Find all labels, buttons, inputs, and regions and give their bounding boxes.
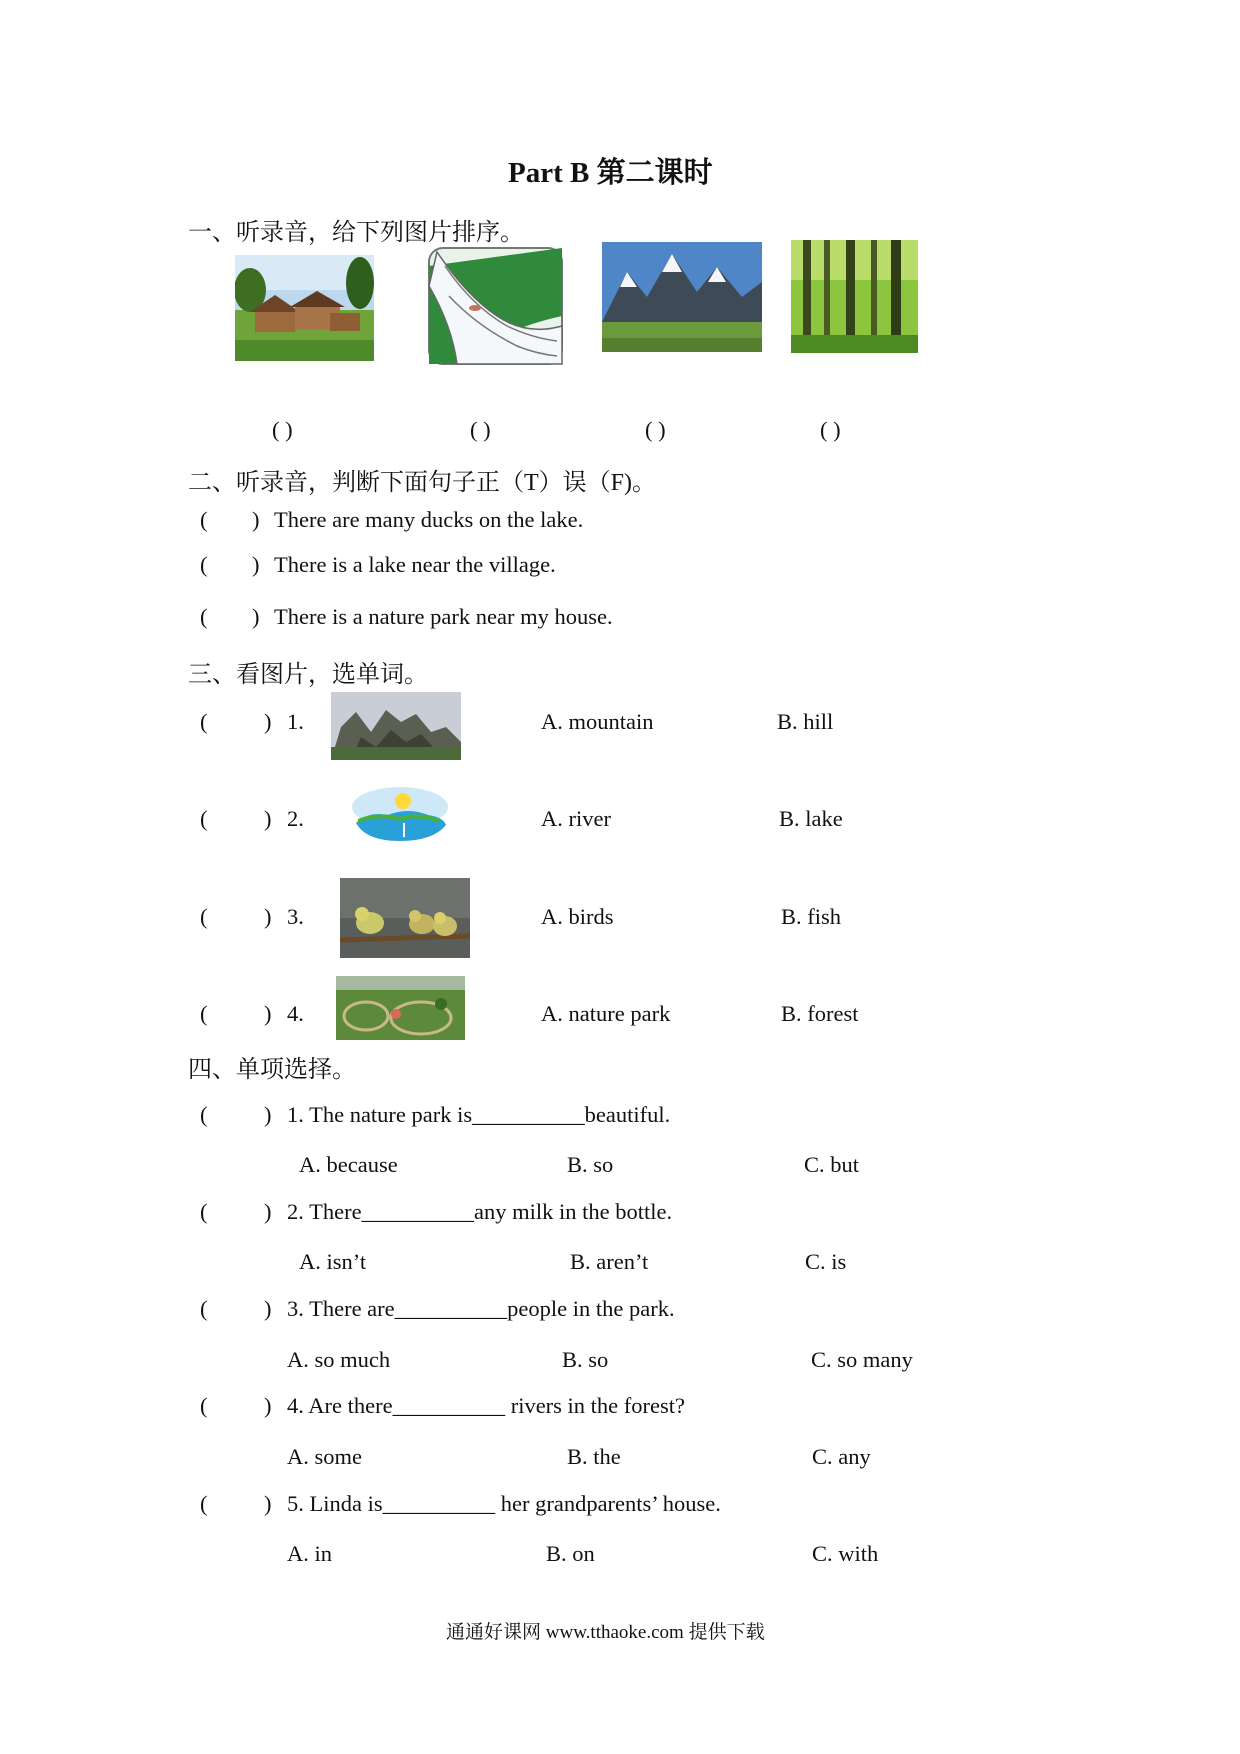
mc-option-b-5[interactable]: B. on: [546, 1541, 595, 1566]
section3-heading: 三、看图片，选单词。: [188, 662, 428, 688]
mc-option-b-3[interactable]: B. so: [562, 1347, 609, 1372]
mc-option-a-2[interactable]: A. isn’t: [299, 1249, 367, 1274]
pic-choice-paren-open-2: (: [200, 806, 208, 831]
pic-choice-paren-close-3: ): [264, 904, 272, 929]
section1-heading: 一、听录音，给下列图片排序。: [188, 220, 524, 246]
mc-paren-close-1: ): [264, 1102, 272, 1127]
order-blank-3[interactable]: ( ): [645, 417, 666, 442]
mc-option-a-5[interactable]: A. in: [287, 1541, 332, 1566]
tf-statement-2: There is a lake near the village.: [274, 552, 556, 577]
pic-choice-b-1[interactable]: B. hill: [777, 709, 834, 734]
pic-choice-b-2[interactable]: B. lake: [779, 806, 843, 831]
mc-option-c-2[interactable]: C. is: [805, 1249, 847, 1274]
pic-choice-paren-open-4: (: [200, 1001, 208, 1026]
mc-option-b-2[interactable]: B. aren’t: [570, 1249, 649, 1274]
mountain-picture: [331, 692, 461, 760]
mc-option-c-4[interactable]: C. any: [812, 1444, 871, 1469]
tf-answer-blank-2[interactable]: [215, 550, 245, 576]
pic-choice-number-1: 1.: [287, 709, 304, 734]
mc-paren-open-1: (: [200, 1102, 208, 1127]
forest-picture: [791, 240, 918, 353]
tf-paren-close-2: ): [252, 552, 260, 577]
lake-picture: [348, 785, 451, 847]
pic-choice-b-4[interactable]: B. forest: [781, 1001, 859, 1026]
order-blank-4[interactable]: ( ): [820, 417, 841, 442]
park-picture: [336, 976, 465, 1040]
mc-question-5: 5. Linda is__________ her grandparents’ house.: [287, 1491, 721, 1516]
order-blank-2[interactable]: ( ): [470, 417, 491, 442]
mc-paren-close-3: ): [264, 1296, 272, 1321]
mc-option-c-5[interactable]: C. with: [812, 1541, 879, 1566]
section2-heading: 二、听录音，判断下面句子正（T）误（F)。: [188, 470, 656, 496]
mc-option-a-3[interactable]: A. so much: [287, 1347, 391, 1372]
mc-option-a-4[interactable]: A. some: [287, 1444, 362, 1469]
page-footer: 通通好课网 www.tthaoke.com 提供下载: [446, 1622, 765, 1643]
mc-paren-open-4: (: [200, 1393, 208, 1418]
order-blank-1[interactable]: ( ): [272, 417, 293, 442]
river-picture: [427, 246, 564, 366]
mc-option-b-1[interactable]: B. so: [567, 1152, 614, 1177]
pic-choice-a-3[interactable]: A. birds: [541, 904, 614, 929]
pic-choice-number-2: 2.: [287, 806, 304, 831]
pic-choice-paren-open-1: (: [200, 709, 208, 734]
pic-choice-paren-open-3: (: [200, 904, 208, 929]
section4-heading: 四、单项选择。: [188, 1057, 356, 1083]
mc-paren-open-2: (: [200, 1199, 208, 1224]
tf-statement-3: There is a nature park near my house.: [274, 604, 613, 629]
mc-paren-close-2: ): [264, 1199, 272, 1224]
village-picture: [235, 255, 374, 361]
mc-paren-open-3: (: [200, 1296, 208, 1321]
tf-paren-open-3: (: [200, 604, 208, 629]
tf-answer-blank-3[interactable]: [215, 602, 245, 628]
mc-option-b-4[interactable]: B. the: [567, 1444, 621, 1469]
pic-choice-number-3: 3.: [287, 904, 304, 929]
tf-paren-open-2: (: [200, 552, 208, 577]
pic-choice-a-4[interactable]: A. nature park: [541, 1001, 671, 1026]
mc-paren-open-5: (: [200, 1491, 208, 1516]
pic-choice-paren-close-4: ): [264, 1001, 272, 1026]
mc-question-3: 3. There are__________people in the park.: [287, 1296, 675, 1321]
mc-paren-close-5: ): [264, 1491, 272, 1516]
mc-question-4: 4. Are there__________ rivers in the forest?: [287, 1393, 686, 1418]
pic-choice-a-2[interactable]: A. river: [541, 806, 611, 831]
mc-option-a-1[interactable]: A. because: [299, 1152, 398, 1177]
tf-answer-blank-1[interactable]: [215, 505, 245, 531]
pic-choice-paren-close-2: ): [264, 806, 272, 831]
mc-paren-close-4: ): [264, 1393, 272, 1418]
tf-statement-1: There are many ducks on the lake.: [274, 507, 584, 532]
tf-paren-open-1: (: [200, 507, 208, 532]
mc-question-2: 2. There__________any milk in the bottle.: [287, 1199, 673, 1224]
mc-question-1: 1. The nature park is__________beautiful.: [287, 1102, 671, 1127]
mc-option-c-1[interactable]: C. but: [804, 1152, 860, 1177]
pic-choice-a-1[interactable]: A. mountain: [541, 709, 654, 734]
pic-choice-paren-close-1: ): [264, 709, 272, 734]
mc-option-c-3[interactable]: C. so many: [811, 1347, 913, 1372]
page-title: Part B 第二课时: [508, 157, 713, 189]
birds-picture: [340, 878, 470, 958]
tf-paren-close-1: ): [252, 507, 260, 532]
mountains-picture: [602, 242, 762, 352]
tf-paren-close-3: ): [252, 604, 260, 629]
pic-choice-b-3[interactable]: B. fish: [781, 904, 842, 929]
pic-choice-number-4: 4.: [287, 1001, 304, 1026]
